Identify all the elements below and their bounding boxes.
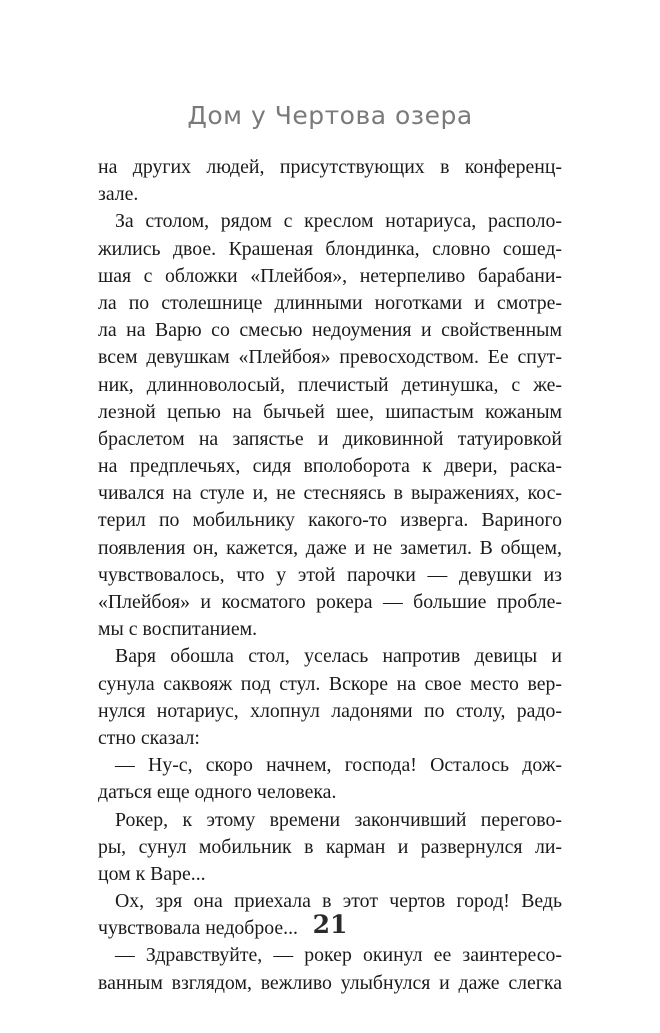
text-line: Рокер, к этому времени закончивший перегово- (115, 808, 562, 831)
text-line: лезной цепью на бычьей шее, шипастым кожаным (98, 400, 562, 423)
text-line: чувствовала недоброе... (98, 917, 298, 940)
text-line: цом к Варе... (98, 862, 206, 885)
body-text (98, 154, 562, 997)
text-line: стно сказал: (98, 726, 200, 749)
text-line: ла на Варю со смесью недоумения и свойственным (98, 319, 562, 342)
text-line: За столом, рядом с креслом нотариуса, располо- (115, 210, 562, 233)
text-line: мы с воспитанием. (98, 618, 258, 641)
page-number: 21 (312, 910, 348, 939)
text-line: терил по мобильнику какого-то изверга. Вариного (98, 509, 562, 532)
text-line: жились двое. Крашеная блондинка, словно сошед- (98, 237, 562, 260)
text-line: чивался на стуле и, не стесняясь в выражениях, кос- (98, 482, 562, 505)
text-line: зале. (98, 183, 139, 206)
text-line: чувствовалось, что у этой парочки — девушки из (98, 563, 562, 586)
text-line: браслетом на запястье и диковинной татуировкой (98, 427, 562, 450)
running-header: Дом у Чертова озера (187, 101, 473, 130)
text-line: — Ну-с, скоро начнем, господа! Осталось дож- (115, 754, 562, 777)
text-line: даться еще одного человека. (98, 781, 337, 804)
text-line: — Здравствуйте, — рокер окинул ее заинтересо- (115, 944, 562, 967)
text-line: сунула саквояж под стул. Вскоре на свое место вер- (98, 672, 562, 695)
text-line: ник, длинноволосый, плечистый детинушка, с же- (98, 373, 562, 396)
text-line: нулся нотариус, хлопнул ладонями по столу, радо- (98, 699, 562, 722)
text-line: ла по столешнице длинными ноготками и смотре- (98, 291, 562, 314)
text-line: Варя обошла стол, уселась напротив девицы и (115, 645, 562, 668)
text-line: всем девушкам «Плейбоя» превосходством. Ее спут- (98, 346, 562, 369)
text-line: шая с обложки «Плейбоя», нетерпеливо барабани- (98, 264, 562, 287)
text-line: ры, сунул мобильник в карман и развернулся ли- (98, 835, 562, 858)
text-line: появления он, кажется, даже и не заметил. В общем, (98, 536, 562, 559)
text-line: ванным взглядом, вежливо улыбнулся и даже слегка (98, 971, 562, 994)
text-line: Ох, зря она приехала в этот чертов город! Ведь (115, 890, 562, 913)
text-line: на предплечьях, сидя вполоборота к двери, раска- (98, 455, 562, 478)
text-line: «Плейбоя» и косматого рокера — большие пробле- (98, 591, 562, 613)
text-line: на других людей, присутствующих в конференц- (98, 156, 562, 178)
